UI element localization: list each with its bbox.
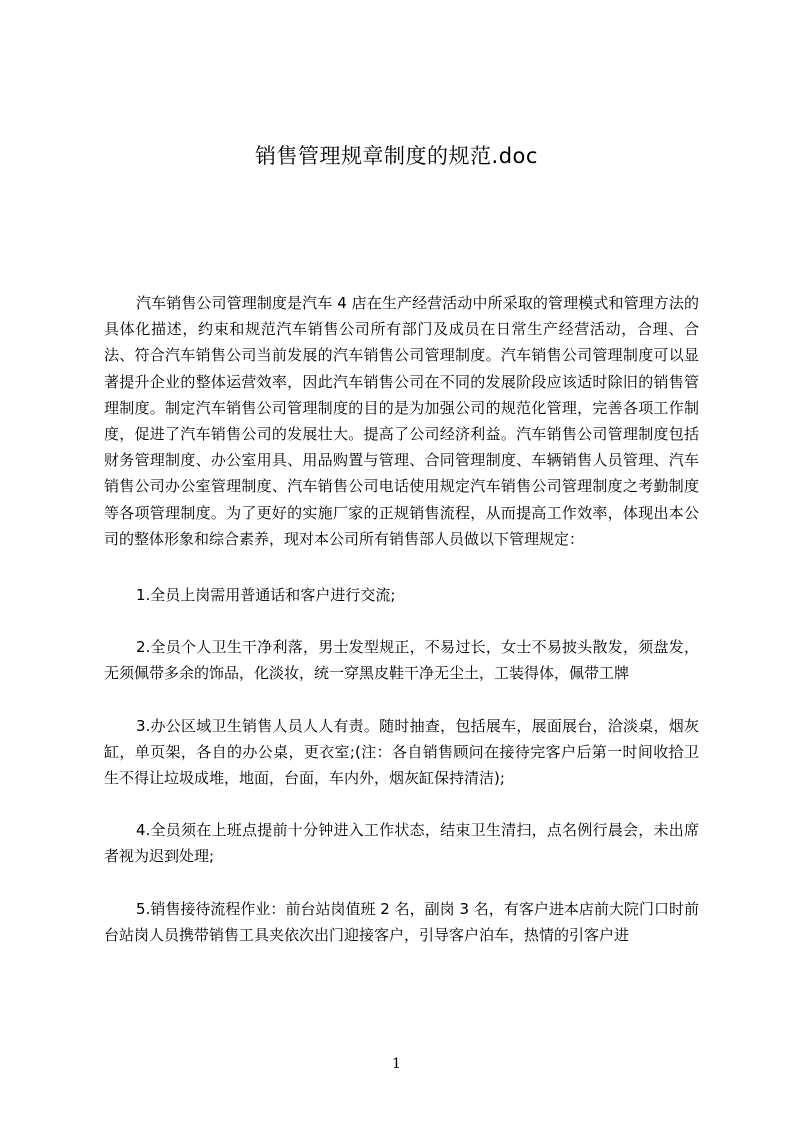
page-number: 1	[392, 1056, 401, 1072]
rule-item-2: 2.全员个人卫生干净利落，男士发型规正，不易过长，女士不易披头散发，须盘发，无须佩带多余的饰品，化淡妆，统一穿黑皮鞋干净无尘土，工装得体，佩带工牌	[104, 638, 699, 683]
document-body	[104, 290, 699, 948]
document-title: 销售管理规章制度的规范.doc	[255, 144, 538, 168]
intro-paragraph: 汽车销售公司管理制度是汽车 4 店在生产经营活动中所采取的管理模式和管理方法的具体化描述，约束和规范汽车销售公司所有部门及成员在日常生产经营活动，合理、合法、符合汽车销售公司当前发展的汽车销售公司管理制度。汽车销售公司管理制度可以显著提升企业的整体运营效率，因此汽车销售公司在不同的发展阶段应该适时除旧的销售管理制度。制定汽车销售公司管理制度的目的是为加强公司的规范化管理，完善各项工作制度，促进了汽车销售公司的发展壮大。提高了公司经济利益。汽车销售公司管理制度包括财务管理制度、办公室用具、用品购置与管理、合同管理制度、车辆销售人员管理、汽车销售公司办公室管理制度、汽车销售公司电话使用规定汽车销售公司管理制度之考勤制度等各项管理制度。为了更好的实施厂家的正规销售流程，从而提高工作效率，体现出本公司的整体形象和综合素养，现对本公司所有销售部人员做以下管理规定：	[104, 294, 699, 548]
rule-item-3: 3.办公区域卫生销售人员人人有责。随时抽查，包括展车，展面展台，洽淡桌，烟灰缸，单页架，各自的办公桌，更衣室;(注：各自销售顾问在接待完客户后第一时间收拾卫生不得让垃圾成堆，地面，台面，车内外，烟灰缸保持清洁);	[104, 716, 699, 788]
rule-item-1: 1.全员上岗需用普通话和客户进行交流;	[136, 586, 396, 605]
rule-item-5: 5.销售接待流程作业：前台站岗值班 2 名，副岗 3 名，有客户进本店前大院门口时前台站岗人员携带销售工具夹依次出门迎接客户，引导客户泊车，热情的引客户进	[104, 899, 699, 944]
rule-item-4: 4.全员须在上班点提前十分钟进入工作状态，结束卫生清扫，点名例行晨会，未出席者视为迟到处理;	[104, 821, 699, 866]
